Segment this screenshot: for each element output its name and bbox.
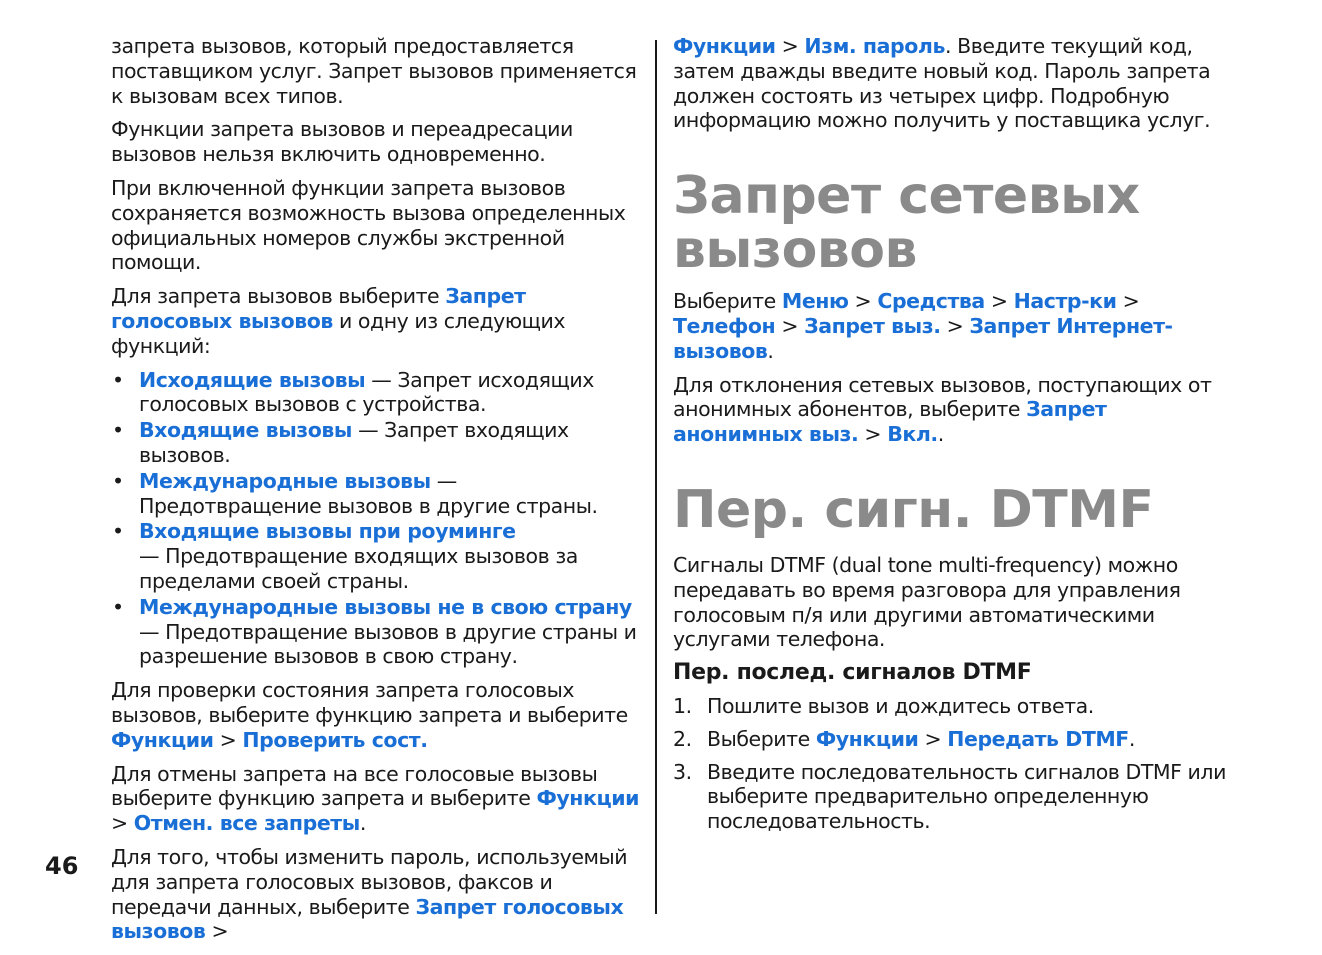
path-separator: > [848,289,878,314]
option-description: — Предотвращение входящих вызовов за пределами своей страны. [139,544,578,593]
left-column [111,34,643,953]
text: Выберите [673,289,782,314]
text: Для запрета вызовов выберите [111,284,446,309]
paragraph: запрета вызовов, который предоставляется поставщиком услуг. Запрет вызовов применяется к вызовам всех типов. [111,34,637,108]
menu-link-check-status: Проверить сост. [242,727,428,752]
paragraph [673,289,1233,363]
text: и одну из следующих функций: [111,308,566,358]
section-title-dtmf: Пер. сигн. DTMF [673,479,1154,540]
path-separator: > [918,726,948,751]
menu-link-functions: Функции [111,727,214,752]
path-separator: > [858,422,888,447]
path-separator: > [205,919,229,944]
option-link: Исходящие вызовы [139,367,366,392]
step-text: Выберите [707,726,816,751]
paragraph [111,284,643,358]
menu-link-voice-barring: Запрет голосовых вызовов [111,284,526,333]
menu-link-change-password: Изм. пароль [804,34,945,58]
text: . [359,811,366,836]
option-link: Входящие вызовы при роуминге [139,519,516,544]
menu-link-functions: Функции [815,726,919,751]
paragraph [111,678,643,752]
path-separator: > [1116,289,1140,314]
section-title-network-barring: Запрет сетевых вызовов [673,166,1140,281]
list-item [111,469,643,519]
text: Для того, чтобы изменить пароль, используемый для запрета голосовых вызовов, факсов и передачи данных, выберите [111,844,628,919]
text: . [767,338,774,363]
step-item [673,694,1233,719]
menu-link-on: Вкл. [887,422,938,447]
option-description: — Запрет исходящих голосовых вызовов с устройства. [139,367,594,417]
page-number: 46 [45,852,79,880]
menu-link-tools: Средства [877,289,985,314]
menu-link-menu: Меню [781,289,849,314]
option-description: — Предотвращение вызовов в другие страны и разрешение вызовов в свою страну. [139,619,637,669]
menu-link-phone: Телефон [673,313,776,338]
list-item [111,368,643,418]
option-link: Входящие вызовы [139,418,352,443]
option-description: — Запрет входящих вызовов. [139,418,569,467]
step-item [673,727,1233,752]
text: Для отмены запрета на все голосовые вызовы выберите функцию запрета и выберите [111,761,598,811]
list-item [111,519,643,593]
menu-link-cancel-all: Отмен. все запреты [133,811,360,836]
text: Для отклонения сетевых вызовов, поступающих от анонимных абонентов, выберите [673,372,1212,422]
menu-link-voice-barring: Запрет голосовых вызовов [111,894,624,944]
path-separator: > [111,811,134,836]
path-separator: > [775,34,805,58]
step-number: 3. [673,759,692,784]
column-divider [655,40,657,914]
step-text: Введите последовательность сигналов DTMF или выберите предварительно определенную последовательность. [707,759,1226,834]
paragraph [673,373,1233,447]
path-separator: > [775,313,805,338]
menu-link-functions: Функции [673,34,776,58]
menu-link-call-barring: Запрет выз. [804,313,941,338]
step-item [673,760,1233,834]
paragraph: При включенной функции запрета вызовов сохраняется возможность вызова определенных официальных номеров службы экстренной помощи. [111,175,626,275]
path-separator: > [213,727,243,752]
paragraph [673,34,1233,133]
list-item [111,595,643,669]
subsection-heading: Пер. послед. сигналов DTMF [673,660,1032,686]
paragraph: Сигналы DTMF (dual tone multi-frequency) можно передавать во время разговора для управления голосовым п/я или другими автоматическими услугами телефона. [673,552,1181,652]
list-item [111,418,643,468]
barring-options-list [111,368,643,670]
menu-link-send-dtmf: Передать DTMF [947,726,1129,751]
paragraph [111,845,643,944]
path-separator: > [940,313,970,338]
step-text: . [1128,726,1135,751]
option-description: — Предотвращение вызовов в другие страны. [139,468,598,518]
menu-link-settings: Настр-ки [1013,289,1117,314]
menu-link-anonymous-barring: Запрет анонимных выз. [673,397,1107,447]
step-text: Пошлите вызов и дождитесь ответа. [707,693,1094,718]
text: . Введите текущий код, затем дважды введите новый код. Пароль запрета должен состоять из четырех цифр. Подробную информацию можно получить у поставщика услуг. [673,34,1211,133]
paragraph [111,762,643,836]
option-link: Международные вызовы [139,468,431,493]
paragraph: Функции запрета вызовов и переадресации вызовов нельзя включить одновременно. [111,117,573,167]
step-number: 1. [673,693,692,718]
menu-link-internet-call-barring: Запрет Интернет-вызовов [673,313,1173,363]
text: . [937,422,944,447]
path-separator: > [984,289,1014,314]
right-column [673,34,1233,842]
step-number: 2. [673,726,692,751]
option-link: Международные вызовы не в свою страну [139,594,632,619]
text: Для проверки состояния запрета голосовых вызовов, выберите функцию запрета и выберите [111,678,628,727]
steps-list [673,694,1233,834]
menu-link-functions: Функции [536,786,640,811]
